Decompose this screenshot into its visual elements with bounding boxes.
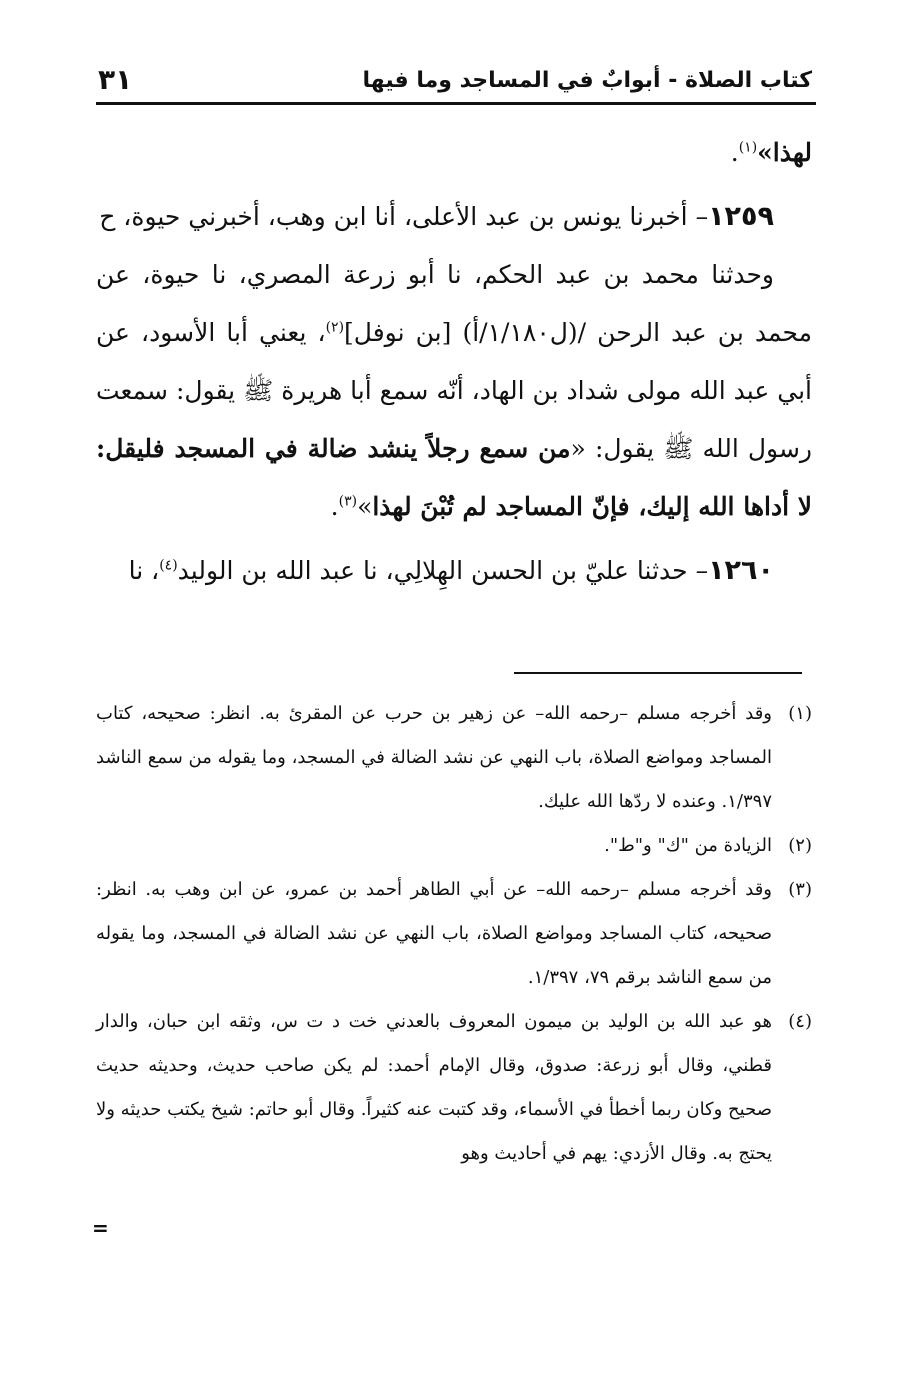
footnote-mark: (١) [788,703,812,724]
footnote-text: الزيادة من "ك" و"ط". [604,835,772,856]
footnote-ref-3: (٣) [338,493,358,510]
hadith-1259-text: – أخبرنا يونس بن عبد الأعلى، أنا ابن وهب، أخبرني حيوة، ح [99,202,709,231]
main-text [96,124,812,600]
chain-text-b: ، يعني أبا الأسود، عن أبي عبد الله مولى شداد بن الهاد، أنّه سمع أبا هريرة ﷺ يقول: سمعت رسول الله ﷺ يقول: « [96,318,812,463]
header-title: كتاب الصلاة - أبوابٌ في المساجد وما فيها [362,68,812,93]
hadith-1260 [96,542,812,600]
header-rule [96,102,816,105]
footnote-3 [96,868,812,1000]
hadith-number-1259: ١٢٥٩ [708,201,774,232]
footnote-mark: (٣) [788,879,812,900]
hadith-1259-second-chain [96,246,812,536]
footnote-text: هو عبد الله بن الوليد بن ميمون المعروف بالعدني خت د ت س، وثقه ابن حبان، والدار قطني، وقال أبو زرعة: صدوق، وقال الإمام أحمد: لم يكن صاحب حديث، وحديثه حديث صحيح وكان ربما أخطأ في الأسماء، وقد كتبت عنه كثيراً. وقال أبو حاتم: شيخ يكتب حديثه ولا يحتج به. وقال الأزدي: يهم في أحاديث وهو [96,1011,772,1164]
footnote-ref-2: (٢) [325,319,345,336]
footnote-1 [96,692,812,824]
quote-close: » [357,492,373,521]
chain-end: . [330,492,339,521]
page-number: ٣١ [98,63,133,96]
running-header [96,64,816,100]
continuation-mark: = [92,1216,109,1240]
hadith-1259 [96,188,812,246]
footnote-4 [96,1000,812,1176]
footnote-2 [96,824,812,868]
continued-quote: لهذا» [757,138,812,167]
continued-end: . [730,138,739,167]
hadith-number-1260: ١٢٦٠ [708,555,774,586]
footnote-mark: (٤) [788,1011,812,1032]
footnote-text: وقد أخرجه مسلم –رحمه الله– عن أبي الطاهر أحمد بن عمرو، عن ابن وهب به. انظر: صحيحه، كتاب المساجد ومواضع الصلاة، باب النهي عن نشد الضالة في المسجد، وما يقوله من سمع الناشد برقم ٧٩، ١/٣٩٧. [96,879,772,988]
continued-text [96,124,812,182]
footnote-mark: (٢) [788,835,812,856]
footnote-ref-4: (٤) [159,557,178,574]
footnote-separator [514,672,802,674]
hadith-1260-text-b: ، نا [128,556,160,585]
footnote-ref-1: (١) [738,139,758,156]
prophetic-saying: من سمع رجلاً ينشد ضالة في المسجد فليقل: لا أداها الله إليك، فإنّ المساجد لم تُبْنَ لهذا [96,434,812,521]
chain-text-a: وحدثنا محمد بن عبد الحكم، نا أبو زرعة المصري، نا حيوة، عن محمد بن عبد الرحن /(ل١/١٨٠/أ) [بن نوفل] [96,260,812,347]
footnotes [96,692,812,1176]
footnote-text: وقد أخرجه مسلم –رحمه الله– عن زهير بن حرب عن المقرئ به. انظر: صحيحه، كتاب المساجد ومواضع الصلاة، باب النهي عن نشد الضالة في المسجد، وما يقوله من سمع الناشد ١/٣٩٧. وعنده لا ردّها الله عليك. [96,703,772,812]
hadith-1260-text-a: – حدثنا عليّ بن الحسن الهِلالِي، نا عبد الله بن الوليد [177,556,709,585]
